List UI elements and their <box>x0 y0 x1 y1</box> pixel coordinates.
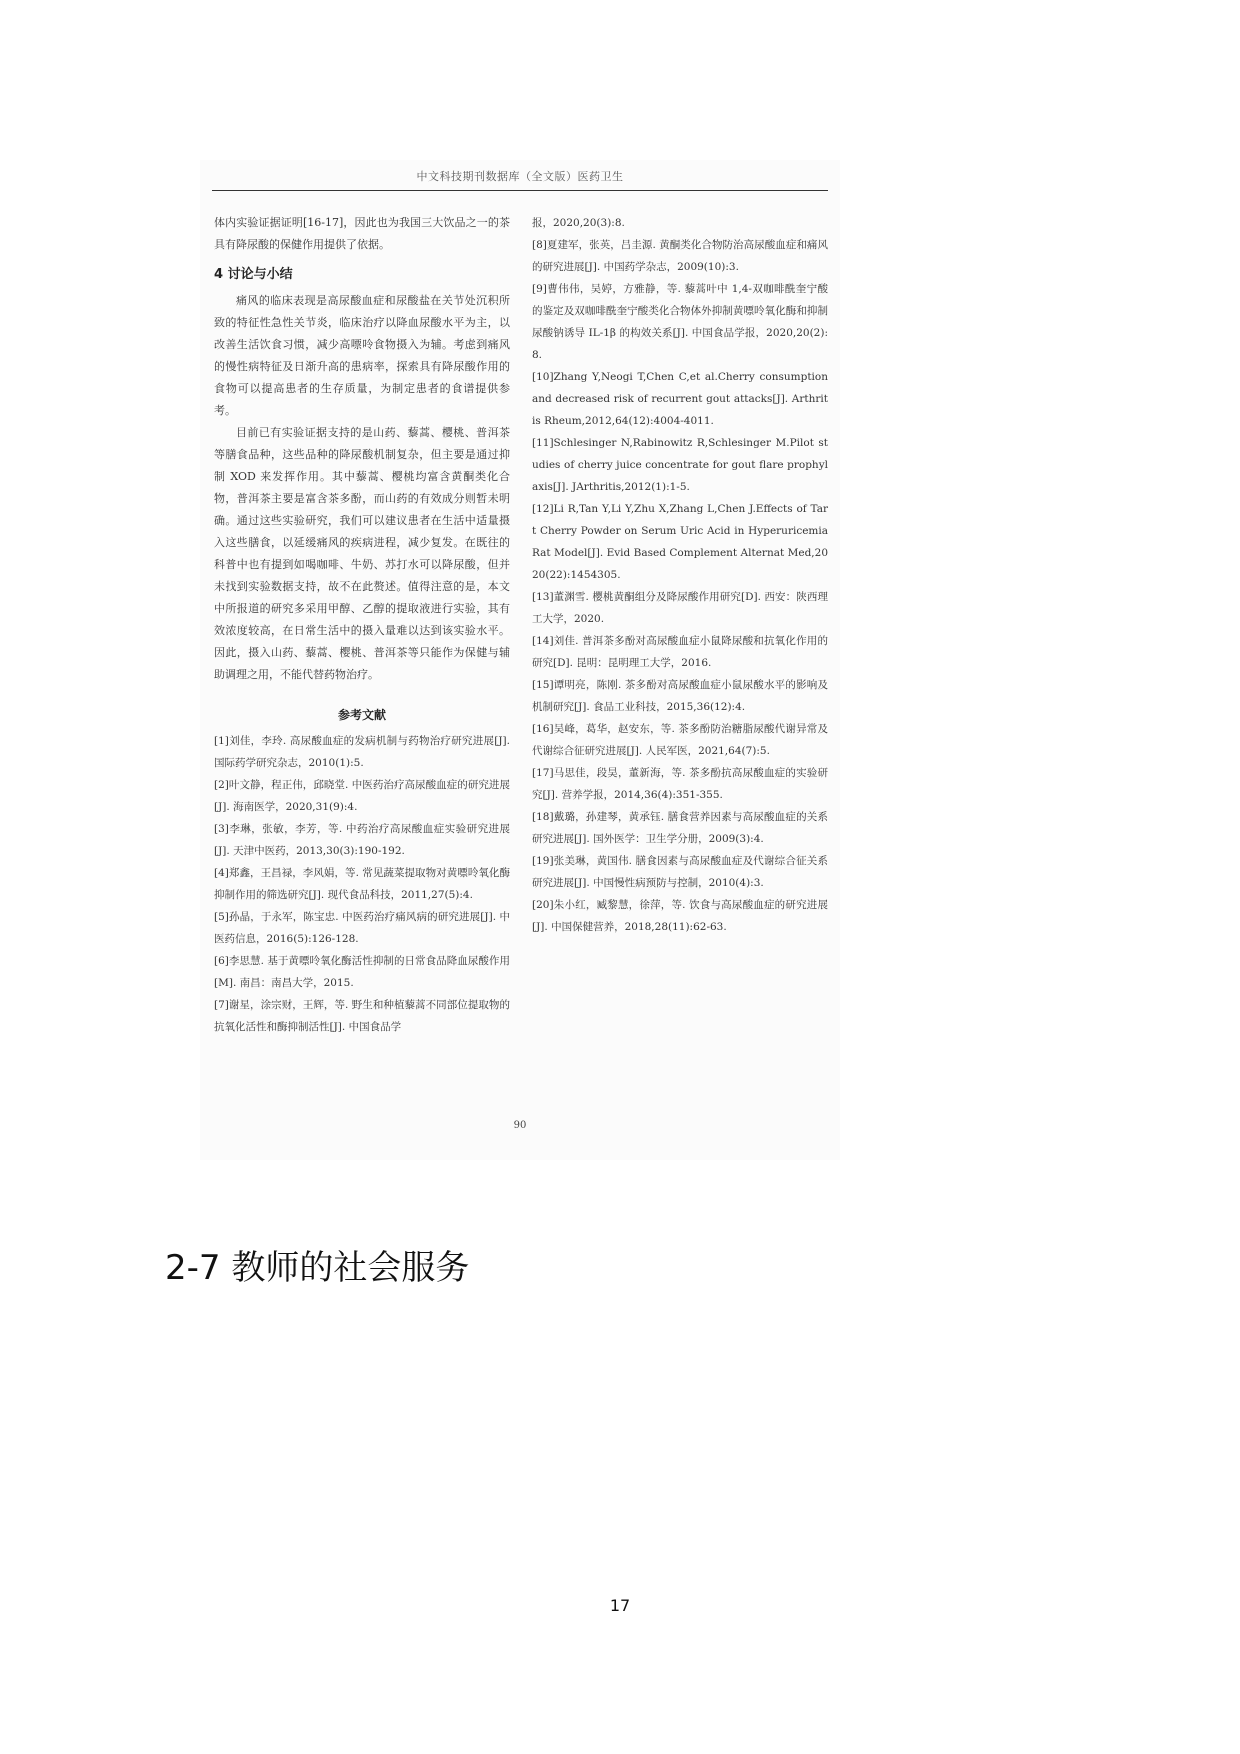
intro-paragraph: 体内实验证据证明[16-17]，因此也为我国三大饮品之一的茶具有降尿酸的保健作用提供了依据。 <box>214 216 510 251</box>
reference-list <box>532 212 828 938</box>
reference-item: [11]Schlesinger N,Rabinowitz R,Schlesinger M.Pilot studies of cherry juice concentrate for gout flare prophylaxis[J]. JArthritis,2012(1):1-5. <box>532 437 828 493</box>
reference-item: [12]Li R,Tan Y,Li Y,Zhu X,Zhang L,Chen J.Effects of Tart Cherry Powder on Serum Uric Acid in Hyperuricemia Rat Model[J]. Evid Based Complement Alternat Med,2020(22):1454305. <box>532 503 828 581</box>
body-paragraph: 痛风的临床表现是高尿酸血症和尿酸盐在关节处沉积所致的特征性急性关节炎，临床治疗以降血尿酸水平为主，以改善生活饮食习惯，减少高嘌呤食物摄入为辅。考虑到痛风的慢性病特征及日渐升高的患病率，探索具有降尿酸作用的食物可以提高患者的生存质量，为制定患者的食谱提供参考。 <box>214 294 510 417</box>
reference-item: [3]李琳，张敏，李芳，等. 中药治疗高尿酸血症实验研究进展[J]. 天津中医药，2013,30(3):190-192. <box>214 823 510 857</box>
reference-item: [15]谭明亮，陈刚. 茶多酚对高尿酸血症小鼠尿酸水平的影响及机制研究[J]. 食品工业科技，2015,36(12):4. <box>532 679 828 713</box>
reference-item: [19]张美琳，黄国伟. 膳食因素与高尿酸血症及代谢综合征关系研究进展[J]. 中国慢性病预防与控制，2010(4):3. <box>532 855 828 889</box>
scan-page-number: 90 <box>513 1120 527 1131</box>
body-paragraph: 目前已有实验证据支持的是山药、藜蒿、樱桃、普洱茶等膳食品种，这些品种的降尿酸机制复杂，但主要是通过抑制 XOD 来发挥作用。其中藜蒿、樱桃均富含黄酮类化合物，普洱茶主要是富含茶多酚，而山药的有效成分则暂未明确。通过这些实验研究，我们可以建议患者在生活中适量摄入这些膳食，以延缓痛风的疾病进程，减少复发。在既往的科普中也有提到如喝咖啡、牛奶、苏打水可以降尿酸，但并未找到实验数据支持，故不在此赘述。值得注意的是，本文中所报道的研究多采用甲醇、乙醇的提取液进行实验，其有效浓度较高，在日常生活中的摄入量难以达到该实验水平。因此，摄入山药、藜蒿、樱桃、普洱茶等只能作为保健与辅助调理之用，不能代替药物治疗。 <box>214 426 510 681</box>
reference-item: [5]孙晶，于永军，陈宝忠. 中医药治疗痛风病的研究进展[J]. 中医药信息，2016(5):126-128. <box>214 911 510 945</box>
footer-page-number: 17 <box>609 1596 631 1615</box>
reference-item: [17]马思佳，段昊，董新海，等. 茶多酚抗高尿酸血症的实验研究[J]. 营养学报，2014,36(4):351-355. <box>532 767 828 801</box>
references-title: 参考文献 <box>337 708 386 722</box>
reference-item: [2]叶文静，程正伟，邱晓堂. 中医药治疗高尿酸血症的研究进展[J]. 海南医学，2020,31(9):4. <box>214 779 510 813</box>
section-heading: 4 讨论与小结 <box>214 267 293 282</box>
reference-item: [20]朱小红，臧黎慧，徐萍，等. 饮食与高尿酸血症的研究进展[J]. 中国保健营养，2018,28(11):62-63. <box>532 899 828 933</box>
reference-item: [1]刘佳，李玲. 高尿酸血症的发病机制与药物治疗研究进展[J]. 国际药学研究杂志，2010(1):5. <box>214 735 510 769</box>
scanned-journal-page <box>200 160 840 1160</box>
reference-item: [6]李思慧. 基于黄嘌呤氧化酶活性抑制的日常食品降血尿酸作用[M]. 南昌：南昌大学，2015. <box>214 955 510 989</box>
header-rule <box>212 190 828 191</box>
reference-item: [10]Zhang Y,Neogi T,Chen C,et al.Cherry consumption and decreased risk of recurrent gout attacks[J]. Arthritis Rheum,2012,64(12):4004-4011. <box>532 371 828 427</box>
reference-item: [13]董渊雪. 樱桃黄酮组分及降尿酸作用研究[D]. 西安：陕西理工大学，2020. <box>532 591 828 625</box>
reference-item: [18]戴璐，孙建琴，黄承钰. 膳食营养因素与高尿酸血症的关系研究进展[J]. 国外医学：卫生学分册，2009(3):4. <box>532 811 828 845</box>
journal-header: 中文科技期刊数据库（全文版）医药卫生 <box>416 170 624 183</box>
reference-item: [7]谢星，涂宗财，王辉，等. 野生和种植藜蒿不同部位提取物的抗氧化活性和酶抑制活性[J]. 中国食品学 <box>214 999 510 1033</box>
reference-item: [16]吴峰，葛华，赵安东，等. 茶多酚防治糖脂尿酸代谢异常及代谢综合征研究进展[J]. 人民军医，2021,64(7):5. <box>532 723 828 757</box>
reference-item: [4]郑鑫，王昌禄，李风娟，等. 常见蔬菜提取物对黄嘌呤氧化酶抑制作用的筛选研究[J]. 现代食品科技，2011,27(5):4. <box>214 867 510 901</box>
section-title: 2-7 教师的社会服务 <box>165 1248 470 1288</box>
left-column <box>214 212 510 1038</box>
reference-item: [8]夏建军，张英，吕圭源. 黄酮类化合物防治高尿酸血症和痛风的研究进展[J]. 中国药学杂志，2009(10):3. <box>532 239 828 273</box>
right-column <box>532 212 828 938</box>
reference-item: [9]曹伟伟，吴婷，方雅静，等. 藜蒿叶中 1,4-双咖啡酰奎宁酸的鉴定及双咖啡酰奎宁酸类化合物体外抑制黄嘌呤氧化酶和抑制尿酸钠诱导 IL-1β 的构效关系[J]. 中国食品学报，2020,20(2):8. <box>532 283 828 361</box>
reference-list <box>214 730 510 1038</box>
reference-item: 报，2020,20(3):8. <box>532 217 625 229</box>
reference-item: [14]刘佳. 普洱茶多酚对高尿酸血症小鼠降尿酸和抗氧化作用的研究[D]. 昆明：昆明理工大学，2016. <box>532 635 828 669</box>
